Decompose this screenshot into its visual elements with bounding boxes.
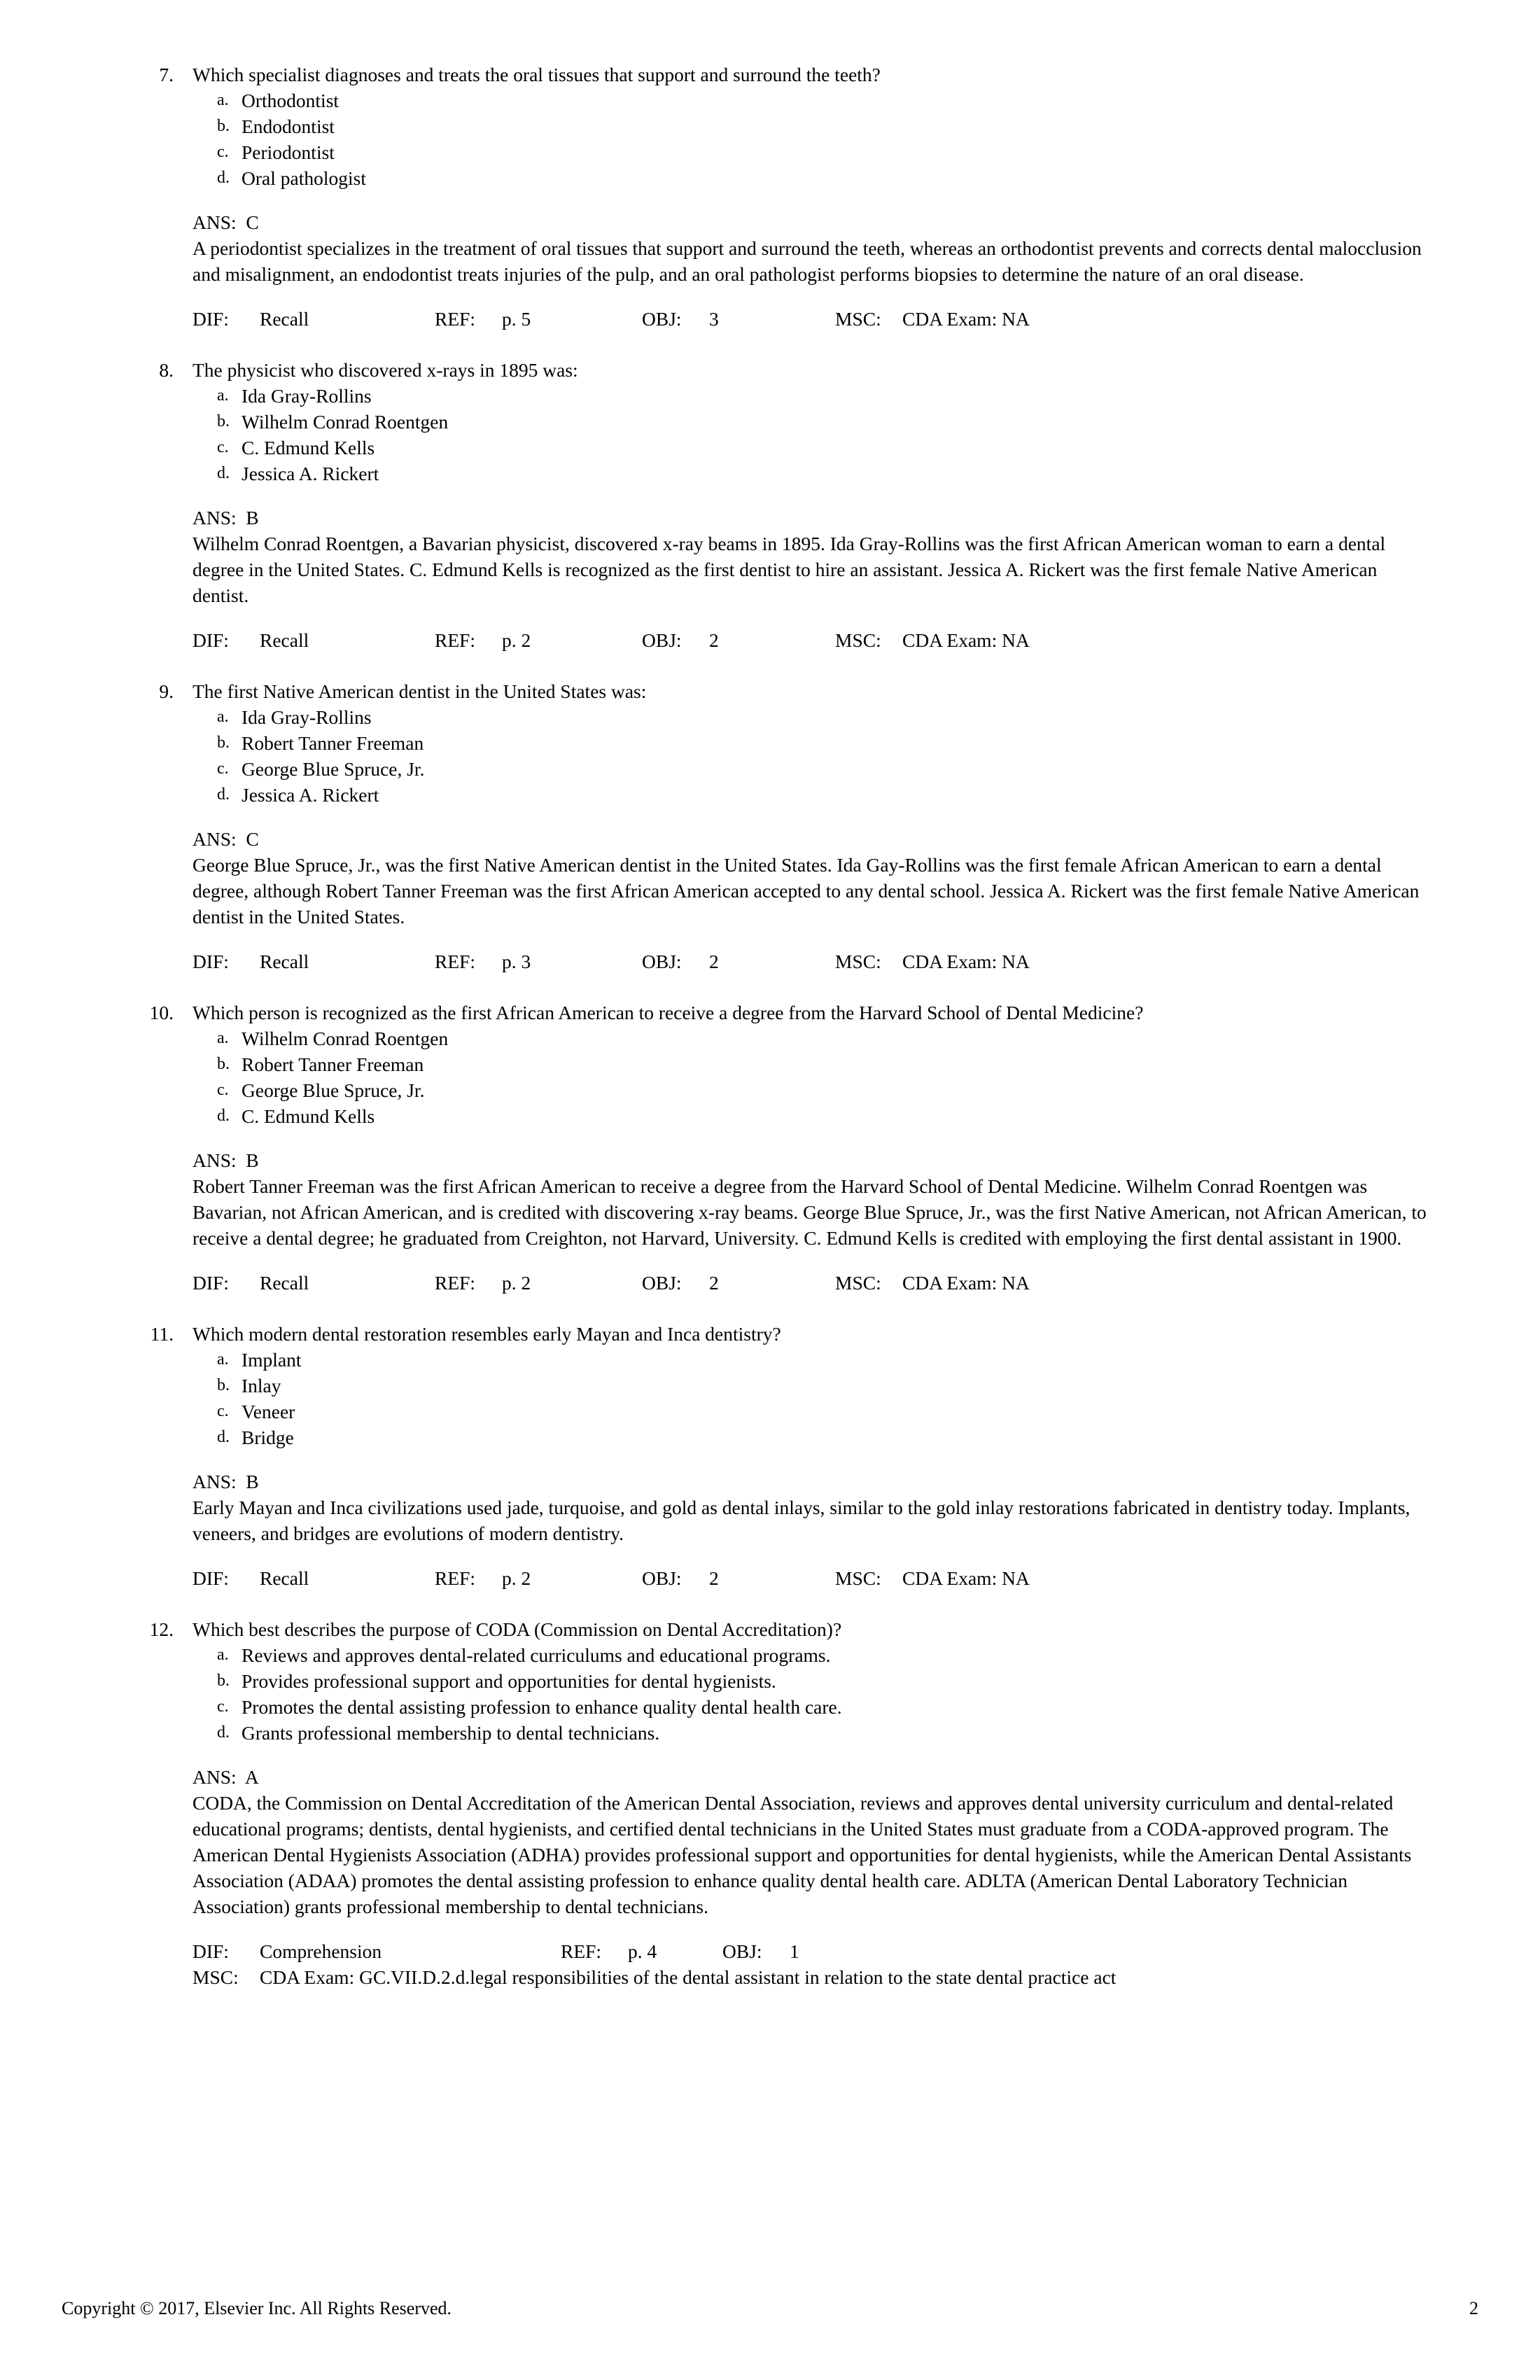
option-letter: b.: [217, 1672, 230, 1690]
metadata-block: [62, 1565, 1434, 1591]
option-text: Provides professional support and opportunities for dental hygienists.: [241, 1670, 776, 1692]
obj-value: 2: [709, 629, 719, 651]
option-text: Reviews and approves dental-related curriculums and educational programs.: [241, 1644, 831, 1666]
option-letter: a.: [217, 386, 229, 405]
ref-label: REF:: [561, 1940, 602, 1962]
option-letter: a.: [217, 91, 229, 109]
option-text: Robert Tanner Freeman: [241, 732, 424, 754]
dif-label: DIF:: [192, 629, 229, 651]
option-item[interactable]: [62, 461, 1434, 486]
obj-label: OBJ:: [642, 629, 682, 651]
option-item[interactable]: [62, 704, 1434, 730]
option-item[interactable]: [62, 1668, 1434, 1694]
option-text: Wilhelm Conrad Roentgen: [241, 1028, 449, 1049]
option-letter: a.: [217, 1350, 229, 1368]
msc-label: MSC:: [835, 629, 881, 651]
option-list: [62, 1347, 1434, 1450]
metadata-row: [192, 306, 1434, 332]
option-list: [62, 383, 1434, 486]
option-item[interactable]: [62, 409, 1434, 435]
msc-label: MSC:: [835, 1272, 881, 1294]
obj-value: 2: [709, 951, 719, 972]
answer-line: ANS: B: [192, 1149, 259, 1171]
option-text: Promotes the dental assisting profession to enhance quality dental health care.: [241, 1696, 842, 1718]
page-content: [62, 62, 1434, 1990]
obj-value: 2: [709, 1567, 719, 1589]
block-spacer: [62, 974, 1434, 1000]
answer-line: ANS: B: [192, 507, 259, 528]
copyright-text: Copyright © 2017, Elsevier Inc. All Rights Reserved.: [62, 2298, 452, 2318]
option-text: Periodontist: [241, 141, 335, 163]
ref-label: REF:: [435, 1567, 476, 1589]
metadata-row: [192, 1270, 1434, 1296]
block-spacer: [62, 653, 1434, 678]
msc-label: MSC:: [835, 951, 881, 972]
option-letter: d.: [217, 1723, 230, 1742]
msc-label: MSC:: [835, 308, 881, 330]
dif-label: DIF:: [192, 1940, 229, 1962]
option-letter: d.: [217, 1428, 230, 1446]
option-text: George Blue Spruce, Jr.: [241, 1079, 425, 1101]
question-block: [62, 1000, 1434, 1296]
question-block: [62, 62, 1434, 332]
option-text: Jessica A. Rickert: [241, 784, 379, 806]
option-list: [62, 1642, 1434, 1746]
option-item[interactable]: [62, 1103, 1434, 1129]
option-item[interactable]: [62, 1694, 1434, 1720]
option-item[interactable]: [62, 435, 1434, 461]
metadata-block: [62, 948, 1434, 974]
option-item[interactable]: [62, 165, 1434, 191]
dif-label: DIF:: [192, 1567, 229, 1589]
option-letter: a.: [217, 1029, 229, 1047]
explanation-text: CODA, the Commission on Dental Accreditation of the American Dental Association, reviews and approves dental university curriculum and dental-related educational programs; dentists, dental hygienists, and certified dental technicians in the United States must graduate from a CODA-approved program. The American Dental Hygienists Association (ADHA) provides professional support and opportunities for dental hygienists, while the American Dental Assistants Association (ADAA) promotes the dental assisting profession to enhance quality dental health care. ADLTA (American Dental Laboratory Technician Association) grants professional membership to dental technicians.: [192, 1792, 1412, 1917]
metadata-row: [192, 627, 1434, 653]
answer-block: [62, 826, 1434, 930]
option-item[interactable]: [62, 139, 1434, 165]
question-heading: [62, 62, 1434, 88]
obj-label: OBJ:: [722, 1940, 762, 1962]
question-heading: [62, 357, 1434, 383]
option-list: [62, 88, 1434, 191]
answer-line: ANS: B: [192, 1471, 259, 1492]
dif-label: DIF:: [192, 1272, 229, 1294]
option-letter: d.: [217, 169, 230, 187]
question-text: Which person is recognized as the first African American to receive a degree from the Harvard School of Dental Medicine?: [192, 1002, 1144, 1023]
option-item[interactable]: [62, 1424, 1434, 1450]
option-letter: b.: [217, 412, 230, 430]
question-heading: [62, 1321, 1434, 1347]
option-text: Ida Gray-Rollins: [241, 706, 372, 728]
obj-value: 2: [709, 1272, 719, 1294]
option-item[interactable]: [62, 782, 1434, 808]
msc-value: CDA Exam: NA: [902, 951, 1030, 972]
metadata-row: [192, 1565, 1434, 1591]
dif-value: Recall: [260, 629, 309, 651]
ref-label: REF:: [435, 1272, 476, 1294]
option-item[interactable]: [62, 1373, 1434, 1399]
dif-value: Recall: [260, 1567, 309, 1589]
option-text: Orthodontist: [241, 90, 340, 111]
option-text: Wilhelm Conrad Roentgen: [241, 411, 449, 433]
option-item[interactable]: [62, 1051, 1434, 1077]
ref-value: p. 2: [502, 1272, 531, 1294]
question-number: 8.: [159, 359, 174, 381]
option-text: Grants professional membership to dental technicians.: [241, 1722, 660, 1744]
option-letter: b.: [217, 1055, 230, 1073]
block-spacer: [62, 1591, 1434, 1616]
msc-value: CDA Exam: GC.VII.D.2.d.legal responsibilities of the dental assistant in relation to the state dental practice act: [260, 1966, 1116, 1988]
question-heading: [62, 678, 1434, 704]
metadata-block: [62, 1270, 1434, 1296]
option-item[interactable]: [62, 1026, 1434, 1051]
ref-value: p. 2: [502, 629, 531, 651]
option-item[interactable]: [62, 113, 1434, 139]
ref-value: p. 2: [502, 1567, 531, 1589]
block-spacer: [62, 1296, 1434, 1321]
question-number: 9.: [159, 680, 174, 702]
option-text: Veneer: [241, 1401, 295, 1422]
dif-label: DIF:: [192, 308, 229, 330]
option-item[interactable]: [62, 1347, 1434, 1373]
explanation-text: Robert Tanner Freeman was the first African American to receive a degree from the Harvard School of Dental Medicine. Wilhelm Conrad Roentgen was Bavarian, not African American, and is credited with discovering x-ray beams. George Blue Spruce, Jr., was the first Native American, not African American, to receive a dental degree; he graduated from Creighton, not Harvard, University. C. Edmund Kells is credited with employing the first dental assistant in 1900.: [192, 1175, 1427, 1249]
obj-label: OBJ:: [642, 308, 682, 330]
ref-value: p. 4: [628, 1940, 657, 1962]
option-item[interactable]: [62, 1642, 1434, 1668]
question-text: Which modern dental restoration resembles early Mayan and Inca dentistry?: [192, 1323, 781, 1345]
option-letter: b.: [217, 117, 230, 135]
explanation-text: Early Mayan and Inca civilizations used jade, turquoise, and gold as dental inlays, similar to the gold inlay restorations fabricated in dentistry today. Implants, veneers, and bridges are evolutions of modern dentistry.: [192, 1497, 1410, 1544]
msc-value: CDA Exam: NA: [902, 308, 1030, 330]
option-text: C. Edmund Kells: [241, 1105, 375, 1127]
metadata-block: [62, 1938, 1434, 1990]
block-spacer: [62, 332, 1434, 357]
option-item[interactable]: [62, 730, 1434, 756]
option-item[interactable]: [62, 1720, 1434, 1746]
question-number: 10.: [149, 1002, 174, 1023]
question-block: [62, 357, 1434, 653]
option-text: Oral pathologist: [241, 167, 366, 189]
msc-label: MSC:: [192, 1966, 239, 1988]
question-text: The first Native American dentist in the United States was:: [192, 680, 647, 702]
page-number: 2: [1469, 2298, 1478, 2318]
option-letter: c.: [217, 1698, 229, 1716]
option-text: Endodontist: [241, 115, 335, 137]
ref-label: REF:: [435, 308, 476, 330]
question-heading: [62, 1616, 1434, 1642]
obj-label: OBJ:: [642, 1567, 682, 1589]
option-list: [62, 1026, 1434, 1129]
option-letter: c.: [217, 760, 229, 778]
obj-label: OBJ:: [642, 1272, 682, 1294]
msc-row: [192, 1964, 1434, 1990]
obj-value: 1: [790, 1940, 799, 1962]
answer-line: ANS: C: [192, 211, 259, 233]
metadata-row: [192, 1938, 1434, 1964]
msc-label: MSC:: [835, 1567, 881, 1589]
option-text: Robert Tanner Freeman: [241, 1054, 424, 1075]
page-footer: [62, 2297, 1478, 2320]
question-text: The physicist who discovered x-rays in 1895 was:: [192, 359, 578, 381]
option-letter: a.: [217, 1646, 229, 1664]
ref-label: REF:: [435, 951, 476, 972]
ref-value: p. 5: [502, 308, 531, 330]
option-item[interactable]: [62, 756, 1434, 782]
option-text: C. Edmund Kells: [241, 437, 375, 458]
option-letter: d.: [217, 1107, 230, 1125]
question-block: [62, 1321, 1434, 1591]
ref-value: p. 3: [502, 951, 531, 972]
option-list: [62, 704, 1434, 808]
metadata-block: [62, 627, 1434, 653]
obj-value: 3: [709, 308, 719, 330]
question-text: Which best describes the purpose of CODA (Commission on Dental Accreditation)?: [192, 1618, 842, 1640]
question-number: 11.: [150, 1323, 174, 1345]
question-number: 7.: [159, 64, 174, 85]
option-item[interactable]: [62, 1399, 1434, 1424]
msc-value: CDA Exam: NA: [902, 1567, 1030, 1589]
option-letter: c.: [217, 438, 229, 456]
question-heading: [62, 1000, 1434, 1026]
option-letter: d.: [217, 785, 230, 804]
option-letter: d.: [217, 464, 230, 482]
answer-block: [62, 1147, 1434, 1251]
answer-line: ANS: C: [192, 828, 259, 850]
option-item[interactable]: [62, 88, 1434, 113]
question-block: [62, 678, 1434, 974]
question-text: Which specialist diagnoses and treats the oral tissues that support and surround the teeth?: [192, 64, 881, 85]
dif-value: Recall: [260, 951, 309, 972]
option-item[interactable]: [62, 1077, 1434, 1103]
explanation-text: Wilhelm Conrad Roentgen, a Bavarian physicist, discovered x-ray beams in 1895. Ida Gray-Rollins was the first African American woman to earn a dental degree in the United States. C. Edmund Kells is recognized as the first dentist to hire an assistant. Jessica A. Rickert was the first female Native American dentist.: [192, 533, 1386, 606]
option-letter: b.: [217, 1376, 230, 1394]
question-number: 12.: [149, 1618, 174, 1640]
msc-value: CDA Exam: NA: [902, 629, 1030, 651]
dif-value: Recall: [260, 308, 309, 330]
option-text: Implant: [241, 1349, 302, 1371]
option-text: Inlay: [241, 1375, 281, 1396]
answer-block: [62, 1469, 1434, 1546]
explanation-text: A periodontist specializes in the treatment of oral tissues that support and surround the teeth, whereas an orthodontist prevents and corrects dental malocclusion and misalignment, an endodontist treats injuries of the pulp, and an oral pathologist performs biopsies to determine the nature of an oral disease.: [192, 237, 1422, 285]
metadata-block: [62, 306, 1434, 332]
obj-label: OBJ:: [642, 951, 682, 972]
option-letter: c.: [217, 143, 229, 161]
option-item[interactable]: [62, 383, 1434, 409]
answer-block: [62, 1764, 1434, 1919]
dif-value: Comprehension: [260, 1940, 382, 1962]
option-letter: c.: [217, 1081, 229, 1099]
dif-value: Recall: [260, 1272, 309, 1294]
msc-value: CDA Exam: NA: [902, 1272, 1030, 1294]
dif-label: DIF:: [192, 951, 229, 972]
answer-line: ANS: A: [192, 1766, 259, 1788]
option-text: Jessica A. Rickert: [241, 463, 379, 484]
ref-label: REF:: [435, 629, 476, 651]
question-block: [62, 1616, 1434, 1990]
option-text: Ida Gray-Rollins: [241, 385, 372, 407]
option-letter: b.: [217, 734, 230, 752]
metadata-row: [192, 948, 1434, 974]
option-text: George Blue Spruce, Jr.: [241, 758, 425, 780]
answer-block: [62, 209, 1434, 287]
explanation-text: George Blue Spruce, Jr., was the first Native American dentist in the United States. Ida Gay-Rollins was the first female African American to earn a dental degree, although Robert Tanner Freeman was the first African American accepted to any dental school. Jessica A. Rickert was the first female Native American dentist in the United States.: [192, 854, 1420, 927]
option-text: Bridge: [241, 1427, 294, 1448]
answer-block: [62, 505, 1434, 608]
option-letter: a.: [217, 708, 229, 726]
option-letter: c.: [217, 1402, 229, 1420]
